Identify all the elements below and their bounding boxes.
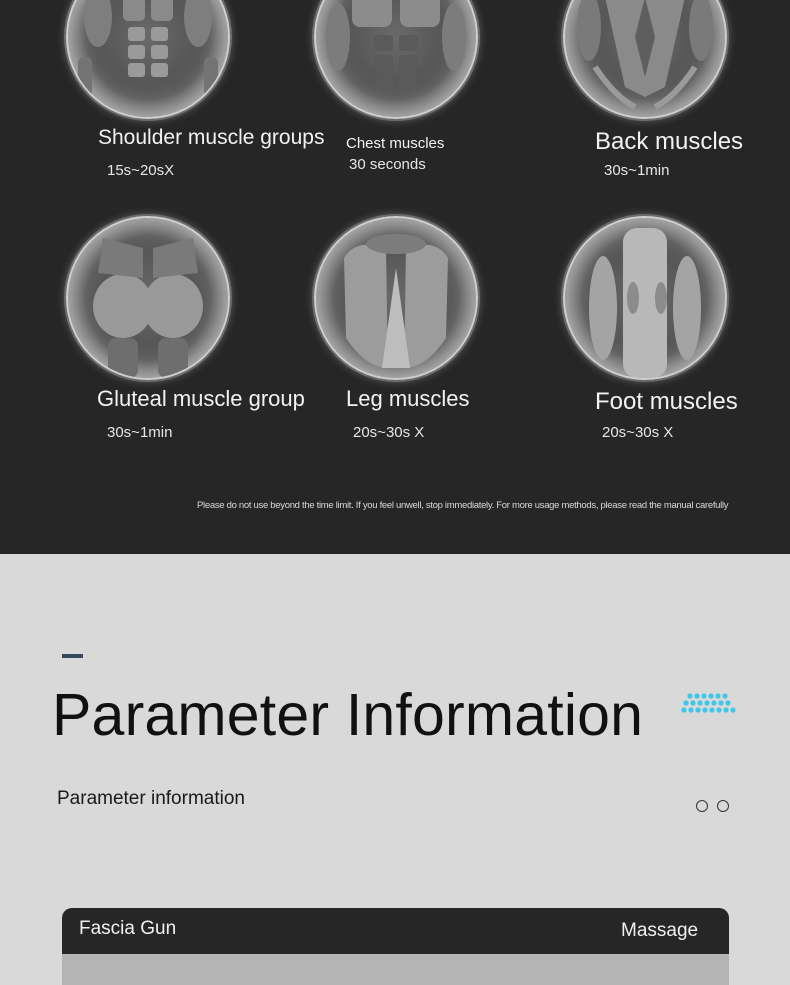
usage-notice: Please do not use beyond the time limit. If you feel unwell, stop immediately. For more usage methods, please read the manual carefully (197, 500, 729, 511)
section-subtitle: Parameter information (57, 788, 245, 809)
foot-muscle-icon (563, 216, 727, 380)
muscle-time: 15s~20sX (107, 162, 175, 179)
muscle-label: Chest muscles (346, 135, 445, 152)
muscle-label: Shoulder muscle groups (98, 126, 325, 149)
chest-muscle-icon (314, 0, 478, 119)
shoulder-muscle-icon (66, 0, 230, 119)
muscle-time: 20s~30s X (602, 424, 674, 441)
muscle-label: Leg muscles (346, 386, 470, 411)
leg-muscle-icon (314, 216, 478, 380)
dot-pattern-icon (680, 692, 738, 718)
circle-icon (696, 800, 708, 812)
gluteal-muscle-icon (66, 216, 230, 380)
parameter-table-header (62, 908, 729, 954)
muscle-time: 30 seconds (349, 156, 426, 173)
accent-dash (62, 654, 83, 658)
muscle-time: 30s~1min (604, 162, 670, 179)
muscle-label: Back muscles (595, 128, 744, 155)
page-title: Parameter Information (52, 682, 644, 748)
table-row (62, 954, 729, 985)
muscle-time: 30s~1min (107, 424, 173, 441)
back-muscle-icon (563, 0, 727, 119)
muscle-label: Gluteal muscle group (97, 386, 305, 411)
muscle-time: 20s~30s X (353, 424, 425, 441)
circle-icon (717, 800, 729, 812)
table-header-left: Fascia Gun (79, 918, 177, 939)
table-header-right: Massage (621, 920, 699, 941)
parameter-section (0, 554, 790, 985)
muscle-label: Foot muscles (595, 388, 738, 415)
